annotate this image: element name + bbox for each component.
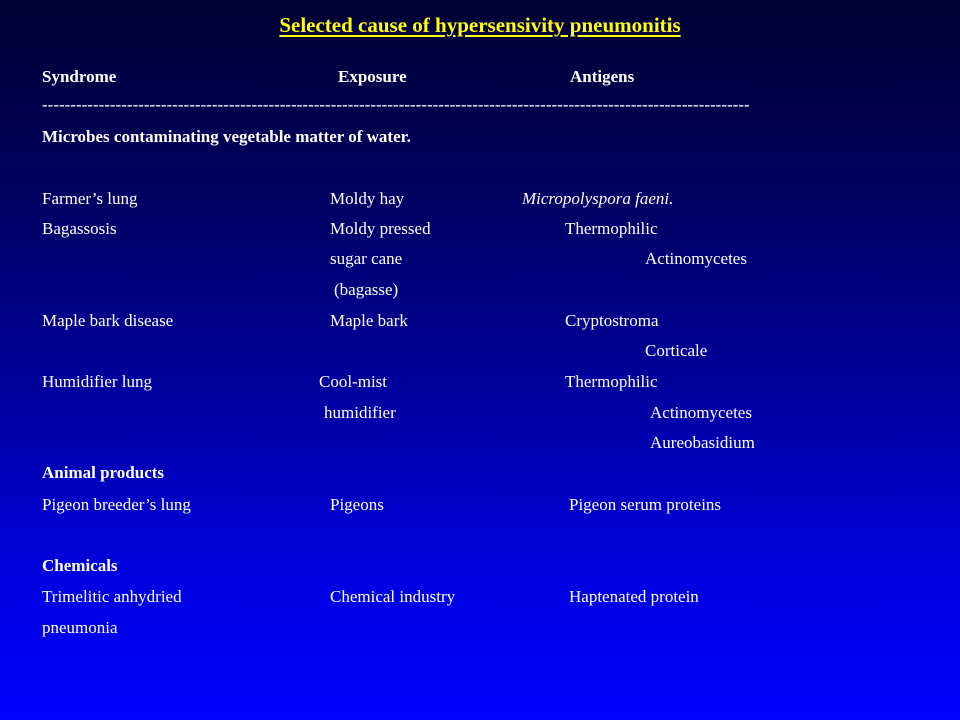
humidifier-lung-antigen-2: Actinomycetes (650, 403, 752, 422)
bagassosis-syndrome: Bagassosis (42, 219, 117, 238)
section-chemicals: Chemicals (42, 556, 118, 575)
maple-bark-exposure: Maple bark (330, 311, 408, 330)
maple-bark-syndrome: Maple bark disease (42, 311, 174, 330)
header-exposure: Exposure (338, 67, 407, 86)
separator-line: ----------------------------------------------------------------------------------------------------------------------------- (42, 95, 750, 114)
bagassosis-exposure-3: (bagasse) (334, 280, 399, 299)
bagassosis-exposure-1: Moldy pressed (330, 219, 431, 238)
bagassosis-antigen-1: Thermophilic (565, 219, 658, 238)
farmers-lung-exposure: Moldy hay (330, 189, 405, 208)
pigeon-breeders-exposure: Pigeons (330, 495, 384, 514)
maple-bark-antigen-1: Cryptostroma (565, 311, 659, 330)
trimelitic-syndrome-2: pneumonia (42, 618, 118, 637)
header-antigens: Antigens (570, 67, 635, 86)
trimelitic-exposure: Chemical industry (330, 587, 456, 606)
humidifier-lung-antigen-1: Thermophilic (565, 372, 658, 391)
farmers-lung-antigen: Micropolyspora faeni. (522, 189, 674, 208)
header-syndrome: Syndrome (42, 67, 117, 86)
maple-bark-antigen-2: Corticale (645, 341, 708, 360)
trimelitic-antigen: Haptenated protein (569, 587, 699, 606)
trimelitic-syndrome-1: Trimelitic anhydried (42, 587, 182, 606)
section-microbes: Microbes contaminating vegetable matter of water. (42, 127, 411, 146)
farmers-lung-syndrome: Farmer’s lung (42, 189, 138, 208)
pigeon-breeders-antigen: Pigeon serum proteins (569, 495, 722, 514)
bagassosis-exposure-2: sugar cane (330, 249, 403, 268)
humidifier-lung-syndrome: Humidifier lung (42, 372, 153, 391)
humidifier-lung-antigen-3: Aureobasidium (650, 433, 755, 452)
bagassosis-antigen-2: Actinomycetes (645, 249, 747, 268)
humidifier-lung-exposure-1: Cool-mist (319, 372, 388, 391)
section-animal-products: Animal products (42, 463, 165, 482)
pigeon-breeders-syndrome: Pigeon breeder’s lung (42, 495, 191, 514)
slide-title: Selected cause of hypersensivity pneumonitis (279, 13, 681, 37)
humidifier-lung-exposure-2: humidifier (324, 403, 396, 422)
